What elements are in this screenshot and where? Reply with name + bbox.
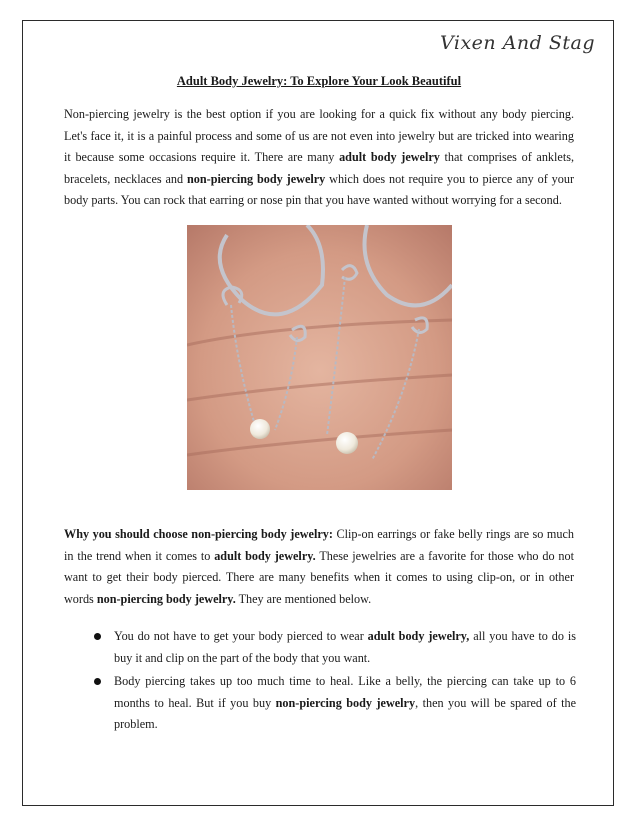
section-text-3: They are mentioned below.: [235, 591, 372, 606]
benefits-list: [94, 626, 576, 738]
intro-bold-1: adult body jewelry: [339, 150, 440, 164]
bullet-icon: [94, 633, 101, 640]
jewelry-photo: [187, 225, 452, 490]
bullet-bold: adult body jewelry,: [367, 629, 470, 643]
bullet-text: You do not have to get your body pierced to wear: [114, 629, 368, 643]
list-item: [94, 671, 576, 736]
intro-text-3: which does not require you to pierce any of your body parts. You can rock that earring or nose pin that you have wanted without worrying for a second.: [64, 171, 575, 207]
section-bold-2: non-piercing body jewelry.: [96, 591, 236, 606]
section-text-1: Clip-on earrings or fake belly rings are so much in the trend when it comes to: [64, 527, 574, 563]
intro-paragraph: [64, 104, 574, 212]
bullet-text: Body piercing takes up too much time to heal. Like a belly, the piercing can take up to 6 months to heal. But if you buy: [114, 674, 576, 710]
bullet-text: , then you will be spared of the problem.: [114, 695, 577, 731]
page-title: Adult Body Jewelry: To Explore Your Look Beautiful: [176, 74, 462, 88]
bullet-bold: non-piercing body jewelry: [275, 695, 416, 710]
intro-text-2: that comprises of anklets, bracelets, necklaces and: [64, 150, 575, 186]
brand-logo: Vixen And Stag: [440, 32, 596, 54]
section-bold-1: adult body jewelry.: [214, 548, 316, 563]
section-paragraph: [64, 524, 574, 610]
section-text-2: These jewelries are a favorite for those who do not want to get their body pierced. There are many benefits when it comes to using clip-on, or in other words: [64, 548, 575, 606]
intro-text-1: Non-piercing jewelry is the best option if you are looking for a quick fix without any body piercing. Let's face it, it is a painful process and some of us are not even into jewelry but are tricked into wearing it because some occasions require it. There are many: [64, 107, 574, 164]
bullet-text: all you have to do is buy it and clip on the part of the body that you want.: [114, 629, 577, 665]
intro-bold-2: non-piercing body jewelry: [187, 171, 326, 186]
bullet-icon: [94, 678, 101, 685]
list-item: [94, 626, 576, 669]
jewelry-photo-svg: [187, 225, 452, 490]
section-heading: Why you should choose non-piercing body jewelry:: [64, 527, 333, 541]
